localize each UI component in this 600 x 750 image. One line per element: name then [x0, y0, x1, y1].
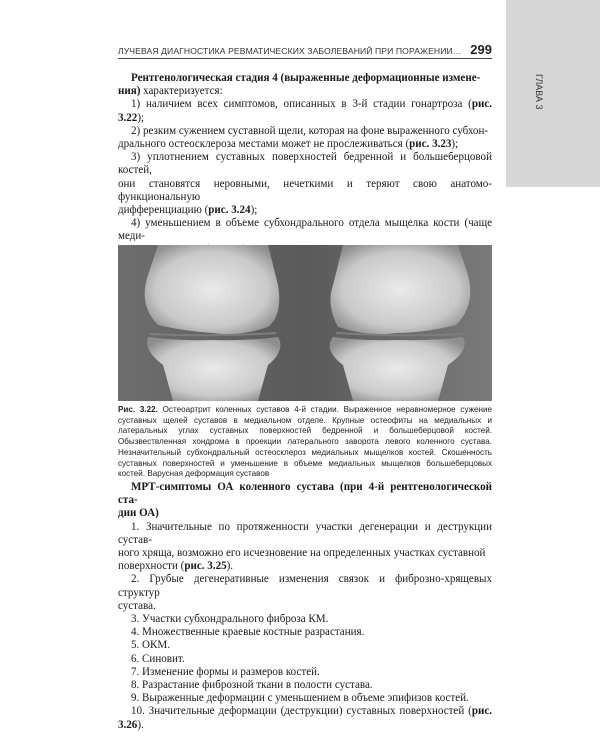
mri-item [118, 679, 492, 692]
stage4-item [118, 151, 492, 217]
mri-section [118, 481, 492, 732]
stage4-item-tail: ); [451, 138, 459, 151]
mri-item-figure-ref: рис. 3.26 [118, 705, 492, 731]
running-head [118, 40, 492, 59]
mri-item [118, 626, 492, 639]
mri-item [118, 705, 492, 731]
mri-item-figure-ref: рис. 3.25 [184, 560, 227, 573]
mri-item-text: 7. Изменение формы и размеров костей. [131, 665, 320, 678]
figure-caption [118, 405, 492, 480]
mri-item-text: 1. Значительные по протяженности участки дегенерации и деструкции сустав- ного хряща, возможно его исчезновение на определенных участках суставной поверхности ( [118, 520, 492, 573]
stage4-item [118, 98, 492, 124]
mri-item-text: 6. Синовит. [131, 652, 185, 665]
figure-label: Рис. 3.22. [118, 405, 158, 414]
page-number: 299 [470, 42, 492, 57]
running-title: ЛУЧЕВАЯ ДИАГНОСТИКА РЕВМАТИЧЕСКИХ ЗАБОЛЕВАНИЙ ПРИ ПОРАЖЕНИИ… [118, 46, 462, 56]
mri-heading: МРТ-симптомы ОА коленного сустава (при 4-й рентгенологической ста- дии ОА) [118, 481, 492, 520]
mri-item [118, 639, 492, 652]
mri-item [118, 666, 492, 679]
mri-item [118, 613, 492, 626]
mri-item-text: 9. Выраженные деформации с уменьшением в объеме эпифизов костей. [131, 692, 469, 705]
mri-item-tail: ). [226, 560, 234, 573]
stage4-item-text: 3) уплотнением суставных поверхностей бедренной и большеберцовой костей, они становятся неровными, нечеткими и теряют свою анатомо-функциональную дифференциацию ( [118, 151, 492, 217]
stage4-item [118, 125, 492, 151]
chapter-tab-label: ГЛАВА 3 [534, 74, 544, 110]
stage4-heading-rest: характеризуется: [140, 85, 223, 98]
mri-item-text: 5. ОКМ. [131, 639, 170, 652]
mri-item [118, 692, 492, 705]
stage4-item-text: 1) наличием всех симптомов, описанных в 3-й стадии гонартроза ( [131, 98, 472, 111]
stage4-heading-bold: Рентгенологическая стадия 4 (выраженные деформационные измене- ния) [118, 72, 481, 98]
stage4-item-text: 2) резким сужением суставной щели, которая на фоне выраженного субхон- дрального остеосклероза местами может не прослеживаться ( [118, 124, 489, 151]
knee-xray-image [118, 245, 492, 401]
stage4-item-tail: ); [137, 111, 145, 124]
stage4-item-figure-ref: рис. 3.24 [208, 204, 251, 217]
mri-item [118, 521, 492, 574]
mri-item-text: 2. Грубые дегенеративные изменения связок и фиброзно-хрящевых структур сустава. [118, 573, 492, 612]
knee-xray-drawing [118, 245, 492, 401]
mri-list [118, 521, 492, 732]
mri-item-text: 10. Значительные деформации (деструкции) суставных поверхностей ( [131, 705, 472, 718]
mri-item-tail: ). [137, 718, 144, 731]
stage4-item-text: 4) уменьшением в объеме субхондрального отдела мыщелка кости (чаще меди- [118, 217, 492, 243]
stage4-item-tail: ); [250, 204, 258, 217]
stage4-item-figure-ref: рис. 3.23 [409, 138, 452, 151]
mri-item-text: 3. Участки субхондрального фиброза КМ. [131, 613, 329, 626]
mri-item-text: 8. Разрастание фиброзной ткани в полости сустава. [131, 679, 373, 692]
mri-item [118, 573, 492, 613]
stage4-item-figure-ref: рис. 3.22 [118, 98, 492, 124]
mri-item [118, 653, 492, 666]
mri-item-text: 4. Множественные краевые костные разрастания. [131, 626, 365, 639]
stage4-heading [118, 72, 492, 98]
figure-caption-text: Остеоартрит коленных суставов 4-й стадии. Выраженное неравномерное сужение суставных щелей суставов в медиальном отделе. Крупные остеофиты на медиальных и латеральных углах суставных поверхностей бедренной и большеберцовой костей. Обызвествленная хондрома в проекции латерального заворота левого коленного сустава. Незначительный субхондральный остеосклероз медиальных мыщелков костей. Скошенность суставных поверхностей и уменьшение в объеме медиальных мыщелков большеберцовых костей. Варусная деформация суставов [118, 405, 492, 479]
chapter-tab [506, 0, 600, 187]
